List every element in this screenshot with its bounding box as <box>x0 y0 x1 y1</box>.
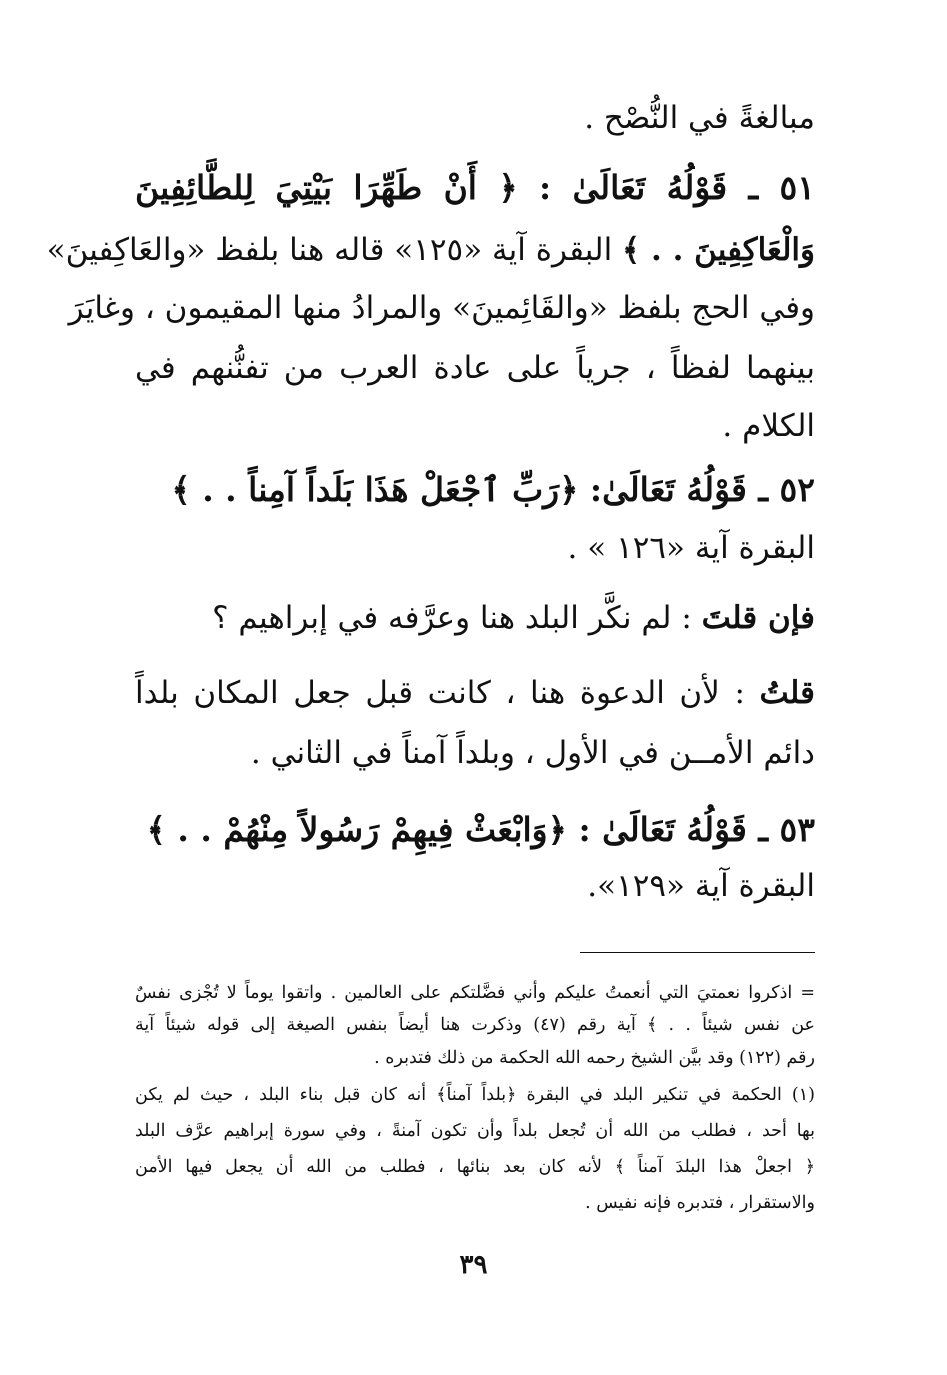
answer-line <box>135 675 815 711</box>
answer-text: : لأن الدعوة هنا ، كانت قبل جعل المكان بلداً <box>135 675 760 711</box>
section-53-line: البقرة آية «١٢٩». <box>587 868 815 904</box>
footnote-line: عن نفس شيئاً . . ﴾ آية رقم (٤٧) وذكرت هنا أيضاً بنفس الصيغة إلى قوله شيئاً آية <box>135 1015 815 1035</box>
section-52-line: البقرة آية «١٢٦ » . <box>567 530 815 566</box>
footnote-line: ﴿ اجعلْ هذا البلدَ آمناً ﴾ لأنه كان بعد بنائها ، فطلب من الله أن يجعل فيها الأمن <box>135 1157 815 1177</box>
question-line <box>135 600 815 636</box>
footnote-line: = اذكروا نعمتيَ التي أنعمتُ عليكم وأني فضَّلتكم على العالمين . واتقوا يوماً لا تُجْزى نفسٌ <box>135 983 815 1003</box>
section-52-heading: ٥٢ ـ قَوْلُهُ تَعَالَىٰ: ﴿رَبِّ ٱجْعَلْ هَذَا بَلَداً آمِناً . . ﴾ <box>171 470 815 509</box>
section-51-line: بينهما لفظاً ، جرياً على عادة العرب من تفنُّنهم في <box>135 350 815 386</box>
commentary-text: البقرة آية «١٢٥» قاله هنا بلفظ «والعَاكِفينَ» <box>46 232 623 268</box>
question-label: فإن قلتَ <box>701 600 815 636</box>
section-51-line: وفي الحج بلفظ «والقَائِمينَ» والمرادُ منها المقيمون ، وغايَرَ <box>68 290 815 326</box>
footnote-line: (١) الحكمة في تنكير البلد في البقرة ﴿بلداً آمناً﴾ أنه كان قبل بناء البلد ، حيث لم يكن <box>135 1085 815 1105</box>
paragraph-line: مبالغةً في النُّصْح . <box>584 100 815 136</box>
footnote-line: رقم (١٢٢) وقد بيَّن الشيخ رحمه الله الحكمة من ذلك فتدبره . <box>374 1048 815 1068</box>
footnote-line: والاستقرار ، فتدبره فإنه نفيس . <box>585 1193 815 1213</box>
answer-line: دائم الأمــن في الأول ، وبلداً آمناً في الثاني . <box>250 735 815 771</box>
section-51-line <box>46 232 815 268</box>
verse-text: وَالْعَاكِفِينَ . . ﴾ <box>622 232 815 268</box>
section-51-heading: ٥١ ـ قَوْلُهُ تَعَالَىٰ : ﴿ أَنْ طَهِّرَا بَيْتِيَ لِلطَّائِفِينَ <box>135 168 815 207</box>
answer-label: قلتُ <box>759 675 815 711</box>
section-51-line: الكلام . <box>722 408 815 444</box>
footnote-line: بها أحد ، فطلب من الله أن تُجعل بلداً وأن تكون آمنةً ، وفي سورة إبراهيم عرَّف البلد <box>135 1121 815 1141</box>
footnote-separator <box>580 952 815 953</box>
page-number: ٣٩ <box>459 1250 488 1280</box>
section-53-heading: ٥٣ ـ قَوْلُهُ تَعَالَىٰ : ﴿وَابْعَثْ فِيهِمْ رَسُولاً مِنْهُمْ . . ﴾ <box>146 810 815 849</box>
question-text: : لم نكَّر البلد هنا وعرَّفه في إبراهيم ؟ <box>212 600 702 636</box>
